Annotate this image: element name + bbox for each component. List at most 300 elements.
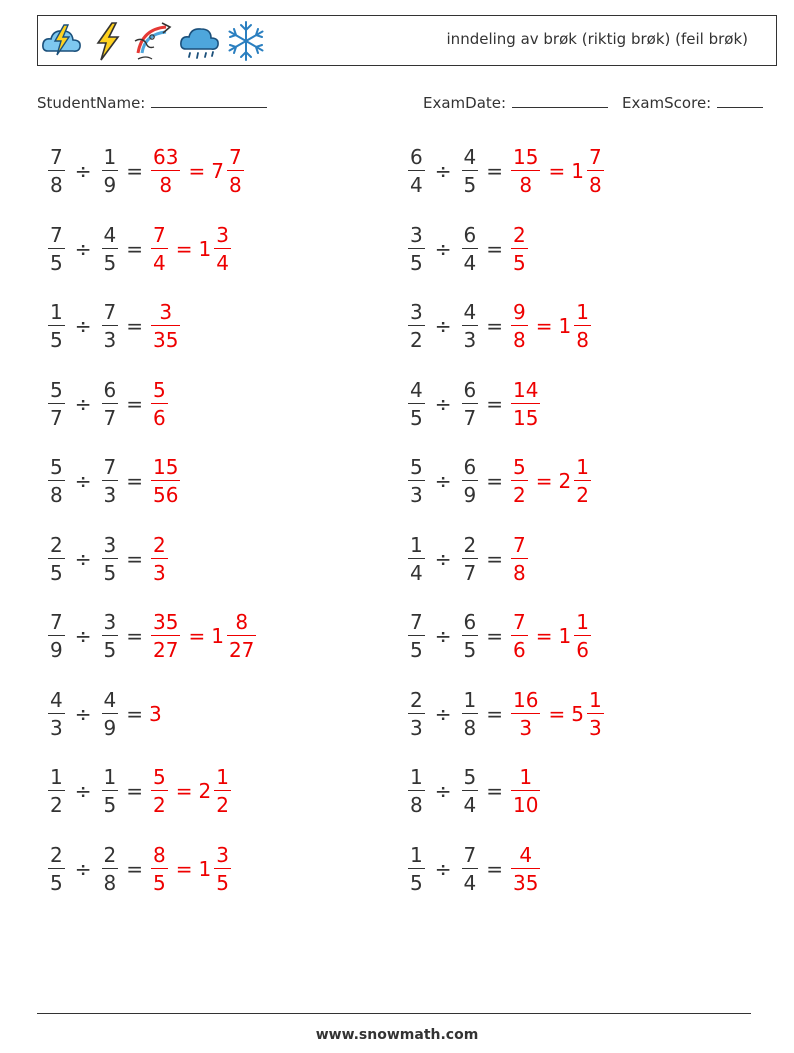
answer-fraction xyxy=(151,612,180,660)
rain-cloud-icon xyxy=(178,19,222,63)
numerator: 5 xyxy=(513,455,526,479)
denominator: 4 xyxy=(462,790,479,815)
numerator: 2 xyxy=(103,842,117,867)
denominator: 5 xyxy=(48,325,65,350)
denominator: 2 xyxy=(408,325,425,350)
numerator: 3 xyxy=(216,842,229,867)
dividend-fraction xyxy=(48,377,65,430)
divisor-fraction xyxy=(462,377,479,430)
answer-fraction xyxy=(511,842,540,895)
equals-sign: = xyxy=(548,701,566,726)
equals-sign: = xyxy=(188,624,206,648)
dividend-fraction xyxy=(408,612,425,660)
denominator: 3 xyxy=(408,713,425,738)
numerator: 7 xyxy=(228,145,242,169)
numerator: 3 xyxy=(216,222,229,247)
answer xyxy=(149,532,170,585)
answer-fraction xyxy=(511,302,528,350)
denominator: 8 xyxy=(587,170,604,195)
numerator: 1 xyxy=(410,842,423,867)
equals-sign: = xyxy=(126,236,143,261)
numerator: 4 xyxy=(463,300,477,324)
dividend-fraction xyxy=(408,147,425,195)
numerator: 16 xyxy=(513,687,539,712)
mixed-whole: 1 xyxy=(558,314,572,338)
problem-row xyxy=(406,683,606,745)
numerator: 4 xyxy=(50,687,63,712)
divisor-fraction xyxy=(462,532,479,585)
problem-row xyxy=(406,838,542,900)
numerator: 35 xyxy=(153,610,179,634)
denominator: 27 xyxy=(151,635,180,660)
problem-row xyxy=(406,605,593,667)
numerator: 7 xyxy=(513,532,526,557)
denominator: 15 xyxy=(511,403,540,428)
denominator: 8 xyxy=(511,325,528,350)
denominator: 4 xyxy=(151,248,168,273)
answer-fraction xyxy=(151,532,168,585)
answer-fraction xyxy=(151,377,168,430)
answer-fraction xyxy=(151,767,168,815)
exam-date-blank[interactable] xyxy=(512,93,608,108)
numerator: 4 xyxy=(410,377,423,402)
answer xyxy=(149,702,162,726)
equals-sign: = xyxy=(126,469,143,493)
footer-divider xyxy=(37,1013,751,1014)
divide-sign: ÷ xyxy=(74,546,92,571)
denominator: 5 xyxy=(151,868,168,893)
denominator: 9 xyxy=(462,480,479,505)
answer-fraction xyxy=(511,612,528,660)
numerator: 1 xyxy=(410,765,423,789)
equals-sign: = xyxy=(126,391,143,416)
mixed-whole: 1 xyxy=(211,624,224,648)
numerator: 7 xyxy=(103,300,117,324)
dividend-fraction xyxy=(408,532,425,585)
mixed-whole: 1 xyxy=(198,856,212,881)
divisor-fraction xyxy=(102,767,119,815)
numerator: 7 xyxy=(50,145,63,169)
mixed-whole: 7 xyxy=(211,159,224,183)
equals-sign: = xyxy=(548,159,566,183)
dividend-fraction xyxy=(408,842,425,895)
denominator: 4 xyxy=(462,868,479,893)
numerator: 6 xyxy=(463,610,477,634)
dividend-fraction xyxy=(408,222,425,275)
equals-sign: = xyxy=(188,159,206,183)
divide-sign: ÷ xyxy=(434,391,452,416)
numerator: 1 xyxy=(576,455,589,479)
numerator: 6 xyxy=(103,377,117,402)
dividend-fraction xyxy=(48,687,65,740)
divide-sign: ÷ xyxy=(434,159,452,183)
denominator: 5 xyxy=(102,790,119,815)
numerator: 3 xyxy=(103,610,117,634)
divisor-fraction xyxy=(462,302,479,350)
equals-sign: = xyxy=(175,856,193,881)
numerator: 3 xyxy=(410,222,423,247)
denominator: 8 xyxy=(48,170,65,195)
denominator: 5 xyxy=(408,403,425,428)
answer-whole: 3 xyxy=(149,701,162,726)
denominator: 8 xyxy=(227,170,244,195)
denominator: 2 xyxy=(151,790,168,815)
divisor-fraction xyxy=(102,222,119,275)
answer xyxy=(149,457,182,505)
exam-date-field[interactable] xyxy=(423,93,608,112)
answer xyxy=(509,612,593,660)
divisor-fraction xyxy=(102,612,119,660)
answer xyxy=(509,842,542,895)
numerator: 7 xyxy=(588,145,602,169)
numerator: 1 xyxy=(519,765,533,789)
denominator: 9 xyxy=(48,635,65,660)
divisor-fraction xyxy=(102,302,119,350)
answer xyxy=(509,767,542,815)
answer xyxy=(149,377,170,430)
denominator: 5 xyxy=(408,248,425,273)
lightning-bolt-icon xyxy=(86,19,130,63)
divisor-fraction xyxy=(102,147,119,195)
divide-sign: ÷ xyxy=(74,701,92,726)
problem-row xyxy=(406,140,606,202)
footer-url: www.snowmath.com xyxy=(315,1027,479,1043)
answer xyxy=(149,222,233,275)
problem-row xyxy=(406,373,542,435)
denominator: 3 xyxy=(511,713,540,738)
numerator: 3 xyxy=(410,300,423,324)
answer xyxy=(149,612,258,660)
numerator: 6 xyxy=(463,455,477,479)
numerator: 7 xyxy=(513,610,526,634)
answer-fraction xyxy=(151,457,180,505)
problem-row xyxy=(406,295,593,357)
equals-sign: = xyxy=(126,624,143,648)
denominator: 4 xyxy=(408,558,425,583)
mixed-fraction xyxy=(227,147,244,195)
numerator: 14 xyxy=(513,377,539,402)
denominator: 5 xyxy=(511,248,528,273)
denominator: 27 xyxy=(227,635,256,660)
divisor-fraction xyxy=(462,222,479,275)
dividend-fraction xyxy=(48,457,65,505)
mixed-fraction xyxy=(214,767,231,815)
numerator: 63 xyxy=(153,145,179,169)
divisor-fraction xyxy=(102,687,119,740)
denominator: 2 xyxy=(511,480,528,505)
divide-sign: ÷ xyxy=(74,779,92,803)
exam-score-field[interactable] xyxy=(622,93,763,112)
denominator: 3 xyxy=(462,325,479,350)
problem-row xyxy=(46,683,162,745)
equals-sign: = xyxy=(126,546,143,571)
denominator: 3 xyxy=(587,713,604,738)
answer xyxy=(149,147,246,195)
denominator: 7 xyxy=(462,558,479,583)
denominator: 5 xyxy=(408,868,425,893)
mixed-fraction xyxy=(214,842,231,895)
problem-row xyxy=(46,528,170,590)
mixed-whole: 5 xyxy=(571,701,584,726)
mixed-fraction xyxy=(574,302,591,350)
mixed-fraction xyxy=(587,147,604,195)
divisor-fraction xyxy=(102,842,119,895)
dividend-fraction xyxy=(48,222,65,275)
denominator: 8 xyxy=(151,170,180,195)
denominator: 35 xyxy=(151,325,180,350)
denominator: 7 xyxy=(462,403,479,428)
denominator: 8 xyxy=(574,325,591,350)
numerator: 7 xyxy=(463,842,477,867)
denominator: 8 xyxy=(511,170,540,195)
dividend-fraction xyxy=(408,767,425,815)
numerator: 2 xyxy=(463,532,477,557)
numerator: 1 xyxy=(216,765,229,789)
divide-sign: ÷ xyxy=(74,391,92,416)
problem-row xyxy=(406,218,530,280)
problem-row xyxy=(46,605,258,667)
divide-sign: ÷ xyxy=(434,314,452,338)
numerator: 1 xyxy=(463,687,477,712)
equals-sign: = xyxy=(486,856,503,881)
numerator: 7 xyxy=(103,455,117,479)
problem-row xyxy=(46,838,233,900)
divide-sign: ÷ xyxy=(434,779,452,803)
denominator: 7 xyxy=(48,403,65,428)
equals-sign: = xyxy=(486,236,503,261)
denominator: 5 xyxy=(48,248,65,273)
numerator: 15 xyxy=(513,145,539,169)
student-name-field[interactable] xyxy=(37,93,267,112)
answer xyxy=(149,302,182,350)
dividend-fraction xyxy=(408,377,425,430)
divide-sign: ÷ xyxy=(434,624,452,648)
answer-fraction xyxy=(511,457,528,505)
denominator: 8 xyxy=(511,558,528,583)
mixed-whole: 1 xyxy=(198,236,212,261)
problem-row xyxy=(406,760,542,822)
answer-fraction xyxy=(511,687,540,740)
divisor-fraction xyxy=(462,457,479,505)
answer-fraction xyxy=(151,302,180,350)
answer-fraction xyxy=(511,377,540,430)
mixed-fraction xyxy=(587,687,604,740)
exam-score-blank[interactable] xyxy=(717,93,763,108)
problem-row xyxy=(46,373,170,435)
numerator: 4 xyxy=(463,145,477,169)
mixed-fraction xyxy=(214,222,231,275)
denominator: 7 xyxy=(102,403,119,428)
dividend-fraction xyxy=(48,842,65,895)
denominator: 10 xyxy=(511,790,540,815)
denominator: 5 xyxy=(102,635,119,660)
numerator: 4 xyxy=(103,222,117,247)
denominator: 5 xyxy=(102,558,119,583)
denominator: 35 xyxy=(511,868,540,893)
worksheet-title: inndeling av brøk (riktig brøk) (feil brøk) xyxy=(446,30,748,48)
denominator: 9 xyxy=(102,170,119,195)
problem-row xyxy=(46,760,233,822)
dividend-fraction xyxy=(408,302,425,350)
answer xyxy=(149,767,233,815)
weather-icons xyxy=(40,19,268,63)
numerator: 1 xyxy=(50,300,63,324)
numerator: 4 xyxy=(103,687,117,712)
denominator: 8 xyxy=(408,790,425,815)
numerator: 5 xyxy=(50,377,63,402)
denominator: 3 xyxy=(102,480,119,505)
numerator: 5 xyxy=(50,455,63,479)
equals-sign: = xyxy=(486,624,503,648)
numerator: 5 xyxy=(463,765,477,789)
divide-sign: ÷ xyxy=(74,236,92,261)
equals-sign: = xyxy=(126,856,143,881)
dividend-fraction xyxy=(408,457,425,505)
numerator: 7 xyxy=(153,222,166,247)
exam-date-label: ExamDate: xyxy=(423,94,507,112)
divisor-fraction xyxy=(462,767,479,815)
divide-sign: ÷ xyxy=(74,159,92,183)
denominator: 3 xyxy=(151,558,168,583)
denominator: 5 xyxy=(48,558,65,583)
answer xyxy=(509,532,530,585)
equals-sign: = xyxy=(126,701,143,726)
numerator: 7 xyxy=(50,222,63,247)
denominator: 5 xyxy=(48,868,65,893)
mixed-fraction xyxy=(574,457,591,505)
mixed-whole: 2 xyxy=(558,469,572,493)
answer-fraction xyxy=(151,842,168,895)
problem-row xyxy=(46,295,182,357)
numerator: 1 xyxy=(588,687,602,712)
equals-sign: = xyxy=(535,469,553,493)
denominator: 4 xyxy=(214,248,231,273)
problem-row xyxy=(46,450,182,512)
denominator: 4 xyxy=(408,170,425,195)
answer-fraction xyxy=(511,147,540,195)
answer xyxy=(509,377,542,430)
numerator: 15 xyxy=(153,455,179,479)
dividend-fraction xyxy=(408,687,425,740)
numerator: 6 xyxy=(410,145,423,169)
mixed-whole: 2 xyxy=(198,779,212,803)
denominator: 8 xyxy=(102,868,119,893)
equals-sign: = xyxy=(486,779,503,803)
answer-fraction xyxy=(151,147,180,195)
mixed-whole: 1 xyxy=(558,624,572,648)
numerator: 8 xyxy=(153,842,166,867)
numerator: 5 xyxy=(410,455,423,479)
snowflake-icon xyxy=(224,19,268,63)
answer xyxy=(509,302,593,350)
header-box xyxy=(37,15,777,66)
equals-sign: = xyxy=(486,314,503,338)
divide-sign: ÷ xyxy=(74,314,92,338)
problem-row xyxy=(406,528,530,590)
rainbow-wind-icon xyxy=(132,19,176,63)
numerator: 8 xyxy=(235,610,249,634)
dividend-fraction xyxy=(48,612,65,660)
answer xyxy=(509,687,606,740)
denominator: 9 xyxy=(102,713,119,738)
exam-score-label: ExamScore: xyxy=(622,94,712,112)
denominator: 8 xyxy=(462,713,479,738)
denominator: 5 xyxy=(102,248,119,273)
denominator: 6 xyxy=(511,635,528,660)
equals-sign: = xyxy=(175,236,193,261)
numerator: 2 xyxy=(153,532,166,557)
numerator: 3 xyxy=(103,532,117,557)
answer-fraction xyxy=(511,532,528,585)
numerator: 1 xyxy=(576,300,589,324)
divide-sign: ÷ xyxy=(74,856,92,881)
denominator: 4 xyxy=(462,248,479,273)
numerator: 1 xyxy=(576,610,589,634)
mixed-fraction xyxy=(227,612,256,660)
equals-sign: = xyxy=(486,469,503,493)
equals-sign: = xyxy=(535,624,553,648)
divide-sign: ÷ xyxy=(434,856,452,881)
divisor-fraction xyxy=(462,147,479,195)
denominator: 6 xyxy=(151,403,168,428)
answer-fraction xyxy=(511,767,540,815)
dividend-fraction xyxy=(48,767,65,815)
numerator: 1 xyxy=(50,765,63,789)
numerator: 6 xyxy=(463,377,477,402)
student-name-blank[interactable] xyxy=(151,93,267,108)
divisor-fraction xyxy=(102,532,119,585)
answer xyxy=(509,457,593,505)
denominator: 2 xyxy=(214,790,231,815)
numerator: 1 xyxy=(103,145,117,169)
divisor-fraction xyxy=(462,612,479,660)
denominator: 5 xyxy=(214,868,231,893)
numerator: 2 xyxy=(513,222,526,247)
divisor-fraction xyxy=(462,687,479,740)
mixed-whole: 1 xyxy=(571,159,584,183)
divide-sign: ÷ xyxy=(74,624,92,648)
numerator: 2 xyxy=(410,687,423,712)
divisor-fraction xyxy=(462,842,479,895)
equals-sign: = xyxy=(535,314,553,338)
student-name-label: StudentName: xyxy=(37,94,146,112)
equals-sign: = xyxy=(486,391,503,416)
equals-sign: = xyxy=(175,779,193,803)
denominator: 3 xyxy=(102,325,119,350)
denominator: 5 xyxy=(462,170,479,195)
problem-row xyxy=(46,218,233,280)
denominator: 56 xyxy=(151,480,180,505)
mixed-fraction xyxy=(574,612,591,660)
dividend-fraction xyxy=(48,147,65,195)
numerator: 1 xyxy=(103,765,117,789)
divisor-fraction xyxy=(102,457,119,505)
problem-row xyxy=(406,450,593,512)
numerator: 4 xyxy=(519,842,533,867)
numerator: 9 xyxy=(513,300,526,324)
thunderstorm-cloud-icon xyxy=(40,19,84,63)
denominator: 5 xyxy=(462,635,479,660)
dividend-fraction xyxy=(48,302,65,350)
denominator: 3 xyxy=(408,480,425,505)
divide-sign: ÷ xyxy=(434,546,452,571)
numerator: 5 xyxy=(153,765,166,789)
answer-fraction xyxy=(151,222,168,275)
equals-sign: = xyxy=(486,159,503,183)
denominator: 6 xyxy=(574,635,591,660)
divide-sign: ÷ xyxy=(434,236,452,261)
problem-row xyxy=(46,140,246,202)
